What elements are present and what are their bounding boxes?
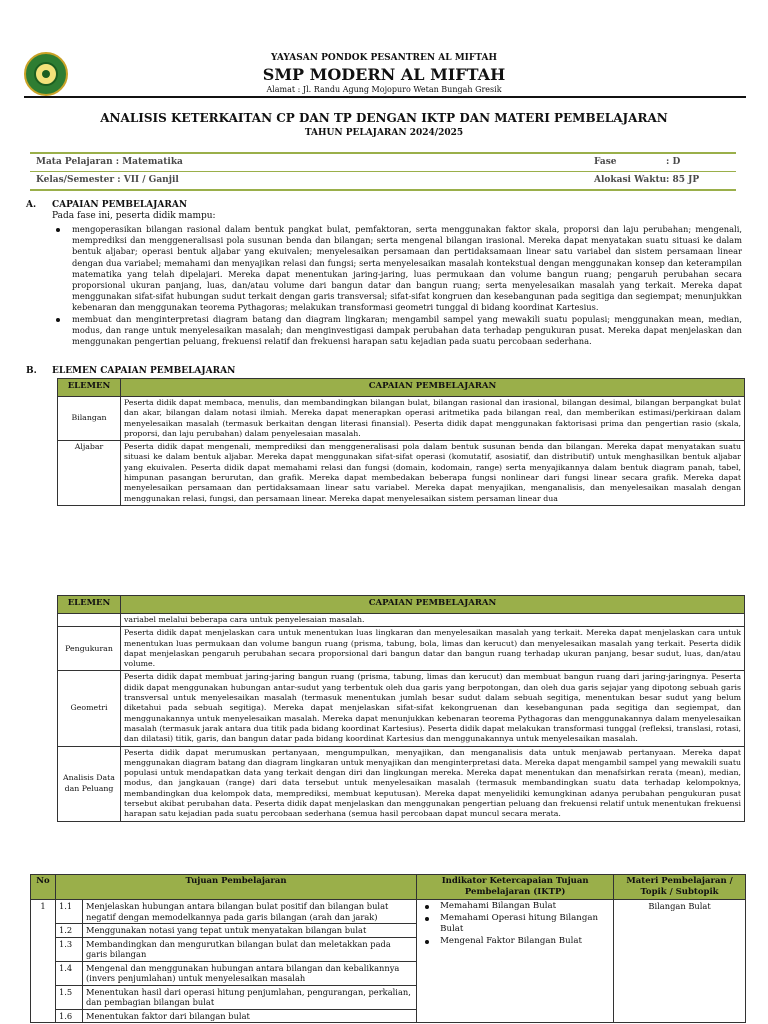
table-row bbox=[31, 900, 746, 924]
tp-text: Menentukan hasil dari operasi hitung penjumlahan, pengurangan, perkalian, dan pembagian bilangan bulat bbox=[83, 985, 417, 1009]
tp-code: 1.3 bbox=[56, 937, 83, 961]
element-text: Peserta didik dapat mengenali, memprediksi dan menggeneralisasi pola dalam bentuk susunan benda dan bilangan. Mereka dapat menyatakan suatu situasi ke dalam bentuk aljabar. Mereka dapat menggunakan sifat-sifat operasi (komutatif, asosiatif, dan distributif) untuk menghasilkan bentuk aljabar yang ekuivalen. Peserta didik dapat memahami relasi dan fungsi (domain, kodomain, range) serta menyajikannya dalam bentuk diagram panah, tabel, himpunan pasangan berurutan, dan grafik. Mereka dapat membedakan beberapa fungsi nonlinear dari fungsi linear secara grafik. Mereka dapat menyelesaikan persamaan dan pertidaksamaan linear satu variabel. Mereka dapat menyajikan, menganalisis, dan menyelesaikan masalah dengan menggunakan relasi, fungsi, dan persamaan linear. Mereka dapat menyelesaikan sistem persaman linear dua bbox=[121, 441, 745, 506]
section-a-label: A. bbox=[26, 200, 37, 210]
time-label: Alokasi Waktu bbox=[594, 175, 667, 185]
element-name: Aljabar bbox=[58, 441, 121, 506]
school-name: SMP MODERN AL MIFTAH bbox=[262, 65, 506, 84]
element-table-1 bbox=[57, 378, 745, 506]
table-row bbox=[58, 746, 745, 821]
col-tp: Tujuan Pembelajaran bbox=[56, 875, 417, 900]
col-iktp: Indikator Ketercapaian Tujuan Pembelajaran (IKTP) bbox=[417, 875, 614, 900]
tp-text: Menjelaskan hubungan antara bilangan bulat positif dan bilangan bulat negatif dengan memodelkannya pada garis bilangan (arah dan jarak) bbox=[83, 900, 417, 924]
list-item: Memahami Bilangan Bulat bbox=[420, 901, 610, 913]
element-name: Analisis Data dan Peluang bbox=[58, 746, 121, 821]
element-text: variabel melalui beberapa cara untuk penyelesaian masalah. bbox=[121, 614, 745, 627]
element-text: Peserta didik dapat membaca, menulis, dan membandingkan bilangan bulat, bilangan rasional dan irasional, bilangan desimal, bilangan berpangkat bulat dan akar, bilangan dalam notasi ilmiah. Mereka dapat menerapkan operasi aritmetika pada bilangan real, dan memberikan estimasi/perkiraan dalam menyelesaikan masalah (termasuk berkaitan dengan literasi finansial). Peserta didik dapat menggunakan faktorisasi prima dan pengertian rasio (skala, proporsi, dan laju perubahan) dalam penyelesaian masalah. bbox=[121, 397, 745, 441]
table-row bbox=[58, 441, 745, 506]
list-item: membuat dan menginterpretasi diagram batang dan diagram lingkaran; mengambil sampel yang mewakili suatu populasi; menggunakan mean, median, modus, dan range untuk menyelesaikan masalah; dan menginvestigasi dampak perubahan data terhadap pengukuran pusat. Mereka dapat menjelaskan dan menggunakan pengertian peluang, frekuensi relatif dan frekuensi harapan satu kejadian pada suatu percobaan sederhana. bbox=[52, 314, 742, 348]
element-name: Geometri bbox=[58, 671, 121, 746]
phase-label: Fase bbox=[594, 157, 617, 167]
materi-cell: Bilangan Bulat bbox=[614, 900, 746, 1023]
academic-year: TAHUN PELAJARAN 2024/2025 bbox=[304, 128, 464, 138]
list-item: Memahami Operasi hitung Bilangan Bulat bbox=[420, 913, 610, 936]
col-cp: CAPAIAN PEMBELAJARAN bbox=[121, 596, 745, 614]
list-item: mengoperasikan bilangan rasional dalam bentuk pangkat bulat, pemfaktoran, serta menggunakan faktor skala, proporsi dan laju perubahan; mengenali, memprediksi dan menggeneralisasi pola susunan benda dan bilangan; serta mengenal bilangan irasional. Mereka dapat menyatakan suatu situasi ke dalam bentuk aljabar; operasi bentuk aljabar yang ekuivalen; menyelesaikan persamaan dan pertidaksamaan linear satu variabel dan sistem persamaan linear dengan dua variabel; memahami dan menyajikan relasi dan fungsi; serta menyelesaikan masalah kontekstual dengan menggunakan konsep dan keterampilan matematika yang telah dipelajari. Mereka dapat menentukan jaring-jaring, luas permukaan dan volume bangun ruang; pengaruh perubahan secara proporsional ukuran panjang, luas, dan/atau volume dari bangun datar dan bangun ruang; serta menyelesaikan masalah yang terkait. Mereka dapat menggunakan sifat-sifat hubungan sudut terkait dengan garis transversal; sifat-sifat kongruen dan kesebangunan pada segitiga dan segiempat; menunjukkan kebenaran dan menggunakan teorema Pythagoras; melakukan transformasi geometri tunggal di bidang koordinat Kartesius. bbox=[52, 224, 742, 314]
col-cp: CAPAIAN PEMBELAJARAN bbox=[121, 379, 745, 397]
section-a-intro: Pada fase ini, peserta didik mampu: bbox=[52, 211, 216, 221]
row-number: 1 bbox=[31, 900, 56, 1023]
subject-label: Mata Pelajaran : Matematika bbox=[36, 157, 183, 167]
table-row bbox=[58, 614, 745, 627]
element-text: Peserta didik dapat membuat jaring-jaring bangun ruang (prisma, tabung, limas dan kerucut) dan membuat bangun ruang dari jaring-jaringnya. Peserta didik dapat menggunakan hubungan antar-sudut yang terbentuk oleh dua garis yang berpotongan, dan oleh dua garis sejajar yang dipotong sebuah garis transversal untuk menyelesaikan masalah (termasuk menentukan jumlah besar sudut dalam sebuah segitiga, menentukan besar sudut yang belum diketahui pada sebuah segitiga). Mereka dapat menjelaskan sifat-sifat kekongruenan dan kesebangunan pada segitiga dan segiempat, dan menggunakannya untuk menyelesaikan masalah. Mereka dapat menunjukkan kebenaran teorema Pythagoras dan menggunakannya dalam menyelesaikan masalah (termasuk jarak antara dua titik pada bidang koordinat Kartesius). Peserta didik dapat melakukan transformasi tunggal (refleksi, translasi, rotasi, dan dilatasi) titik, garis, dan bangun datar pada bidang koordinat Kartesius dan menggunakannya untuk menyelesaikan masalah. bbox=[121, 671, 745, 746]
section-b-label: B. bbox=[26, 366, 37, 376]
tp-code: 1.4 bbox=[56, 961, 83, 985]
tp-code: 1.5 bbox=[56, 985, 83, 1009]
section-b-title: ELEMEN CAPAIAN PEMBELAJARAN bbox=[52, 366, 236, 376]
element-name: Pengukuran bbox=[58, 627, 121, 671]
tp-table bbox=[30, 874, 746, 1023]
col-element: ELEMEN bbox=[58, 596, 121, 614]
time-value: : 85 JP bbox=[666, 175, 700, 185]
tp-text: Menentukan faktor dari bilangan bulat bbox=[83, 1009, 417, 1023]
tp-text: Menggunakan notasi yang tepat untuk menyatakan bilangan bulat bbox=[83, 924, 417, 938]
tp-text: Membandingkan dan mengurutkan bilangan bulat dan meletakkan pada garis bilangan bbox=[83, 937, 417, 961]
table-row bbox=[58, 671, 745, 746]
foundation-name: YAYASAN PONDOK PESANTREN AL MIFTAH bbox=[271, 53, 497, 63]
element-name bbox=[58, 614, 121, 627]
class-label: Kelas/Semester : VII / Ganjil bbox=[36, 175, 179, 185]
element-name: Bilangan bbox=[58, 397, 121, 441]
cp-list bbox=[52, 224, 742, 347]
info-block bbox=[30, 152, 736, 191]
element-text: Peserta didik dapat merumuskan pertanyaan, mengumpulkan, menyajikan, dan menganalisis data untuk menjawab pertanyaan. Mereka dapat menggunakan diagram batang dan diagram lingkaran untuk menyajikan dan menginterpretasi data. Mereka dapat mengambil sampel yang mewakili suatu populasi untuk mendapatkan data yang terkait dengan diri dan lingkungan mereka. Mereka dapat menentukan dan menafsirkan rerata (mean), median, modus, dan jangkauan (range) dari data tersebut untuk menyelesaikan masalah (termasuk membandingkan suatu data terhadap kelompoknya, membandingkan dua kelompok data, memprediksi, membuat keputusan). Mereka dapat menyelidiki kemungkinan adanya perubahan pengukuran pusat tersebut akibat perubahan data. Peserta didik dapat menjelaskan dan menggunakan pengertian peluang dan frekuensi relatif untuk menentukan frekuensi harapan satu kejadian pada suatu percobaan sederhana (semua hasil percobaan dapat muncul secara merata. bbox=[121, 746, 745, 821]
tp-code: 1.2 bbox=[56, 924, 83, 938]
letterhead-rule bbox=[24, 96, 746, 98]
list-item: Mengenal Faktor Bilangan Bulat bbox=[420, 936, 610, 948]
iktp-cell bbox=[417, 900, 614, 1023]
section-a-title: CAPAIAN PEMBELAJARAN bbox=[52, 200, 188, 210]
school-address: Alamat : Jl. Randu Agung Mojopuro Wetan Bungah Gresik bbox=[266, 85, 502, 94]
element-text: Peserta didik dapat menjelaskan cara untuk menentukan luas lingkaran dan menyelesaikan masalah yang terkait. Mereka dapat menjelaskan cara untuk menentukan luas permukaan dan volume bangun ruang (prisma, tabung, bola, limas dan kerucut) dan menyelesaikan masalah yang terkait. Peserta didik dapat menjelaskan pengaruh perubahan secara proporsional dari bangun datar dan bangun ruang terhadap ukuran panjang, besar sudut, luas, dan/atau volume. bbox=[121, 627, 745, 671]
table-row bbox=[58, 397, 745, 441]
col-materi: Materi Pembelajaran / Topik / Subtopik bbox=[614, 875, 746, 900]
phase-value: : D bbox=[666, 157, 681, 167]
col-element: ELEMEN bbox=[58, 379, 121, 397]
tp-text: Mengenal dan menggunakan hubungan antara bilangan dan kebalikannya (invers penjumlahan) untuk menyelesaikan masalah bbox=[83, 961, 417, 985]
col-no: No bbox=[31, 875, 56, 900]
tp-code: 1.6 bbox=[56, 1009, 83, 1023]
tp-code: 1.1 bbox=[56, 900, 83, 924]
element-table-2 bbox=[57, 595, 745, 822]
document-title: ANALISIS KETERKAITAN CP DAN TP DENGAN IKTP DAN MATERI PEMBELAJARAN bbox=[100, 111, 668, 125]
table-row bbox=[58, 627, 745, 671]
